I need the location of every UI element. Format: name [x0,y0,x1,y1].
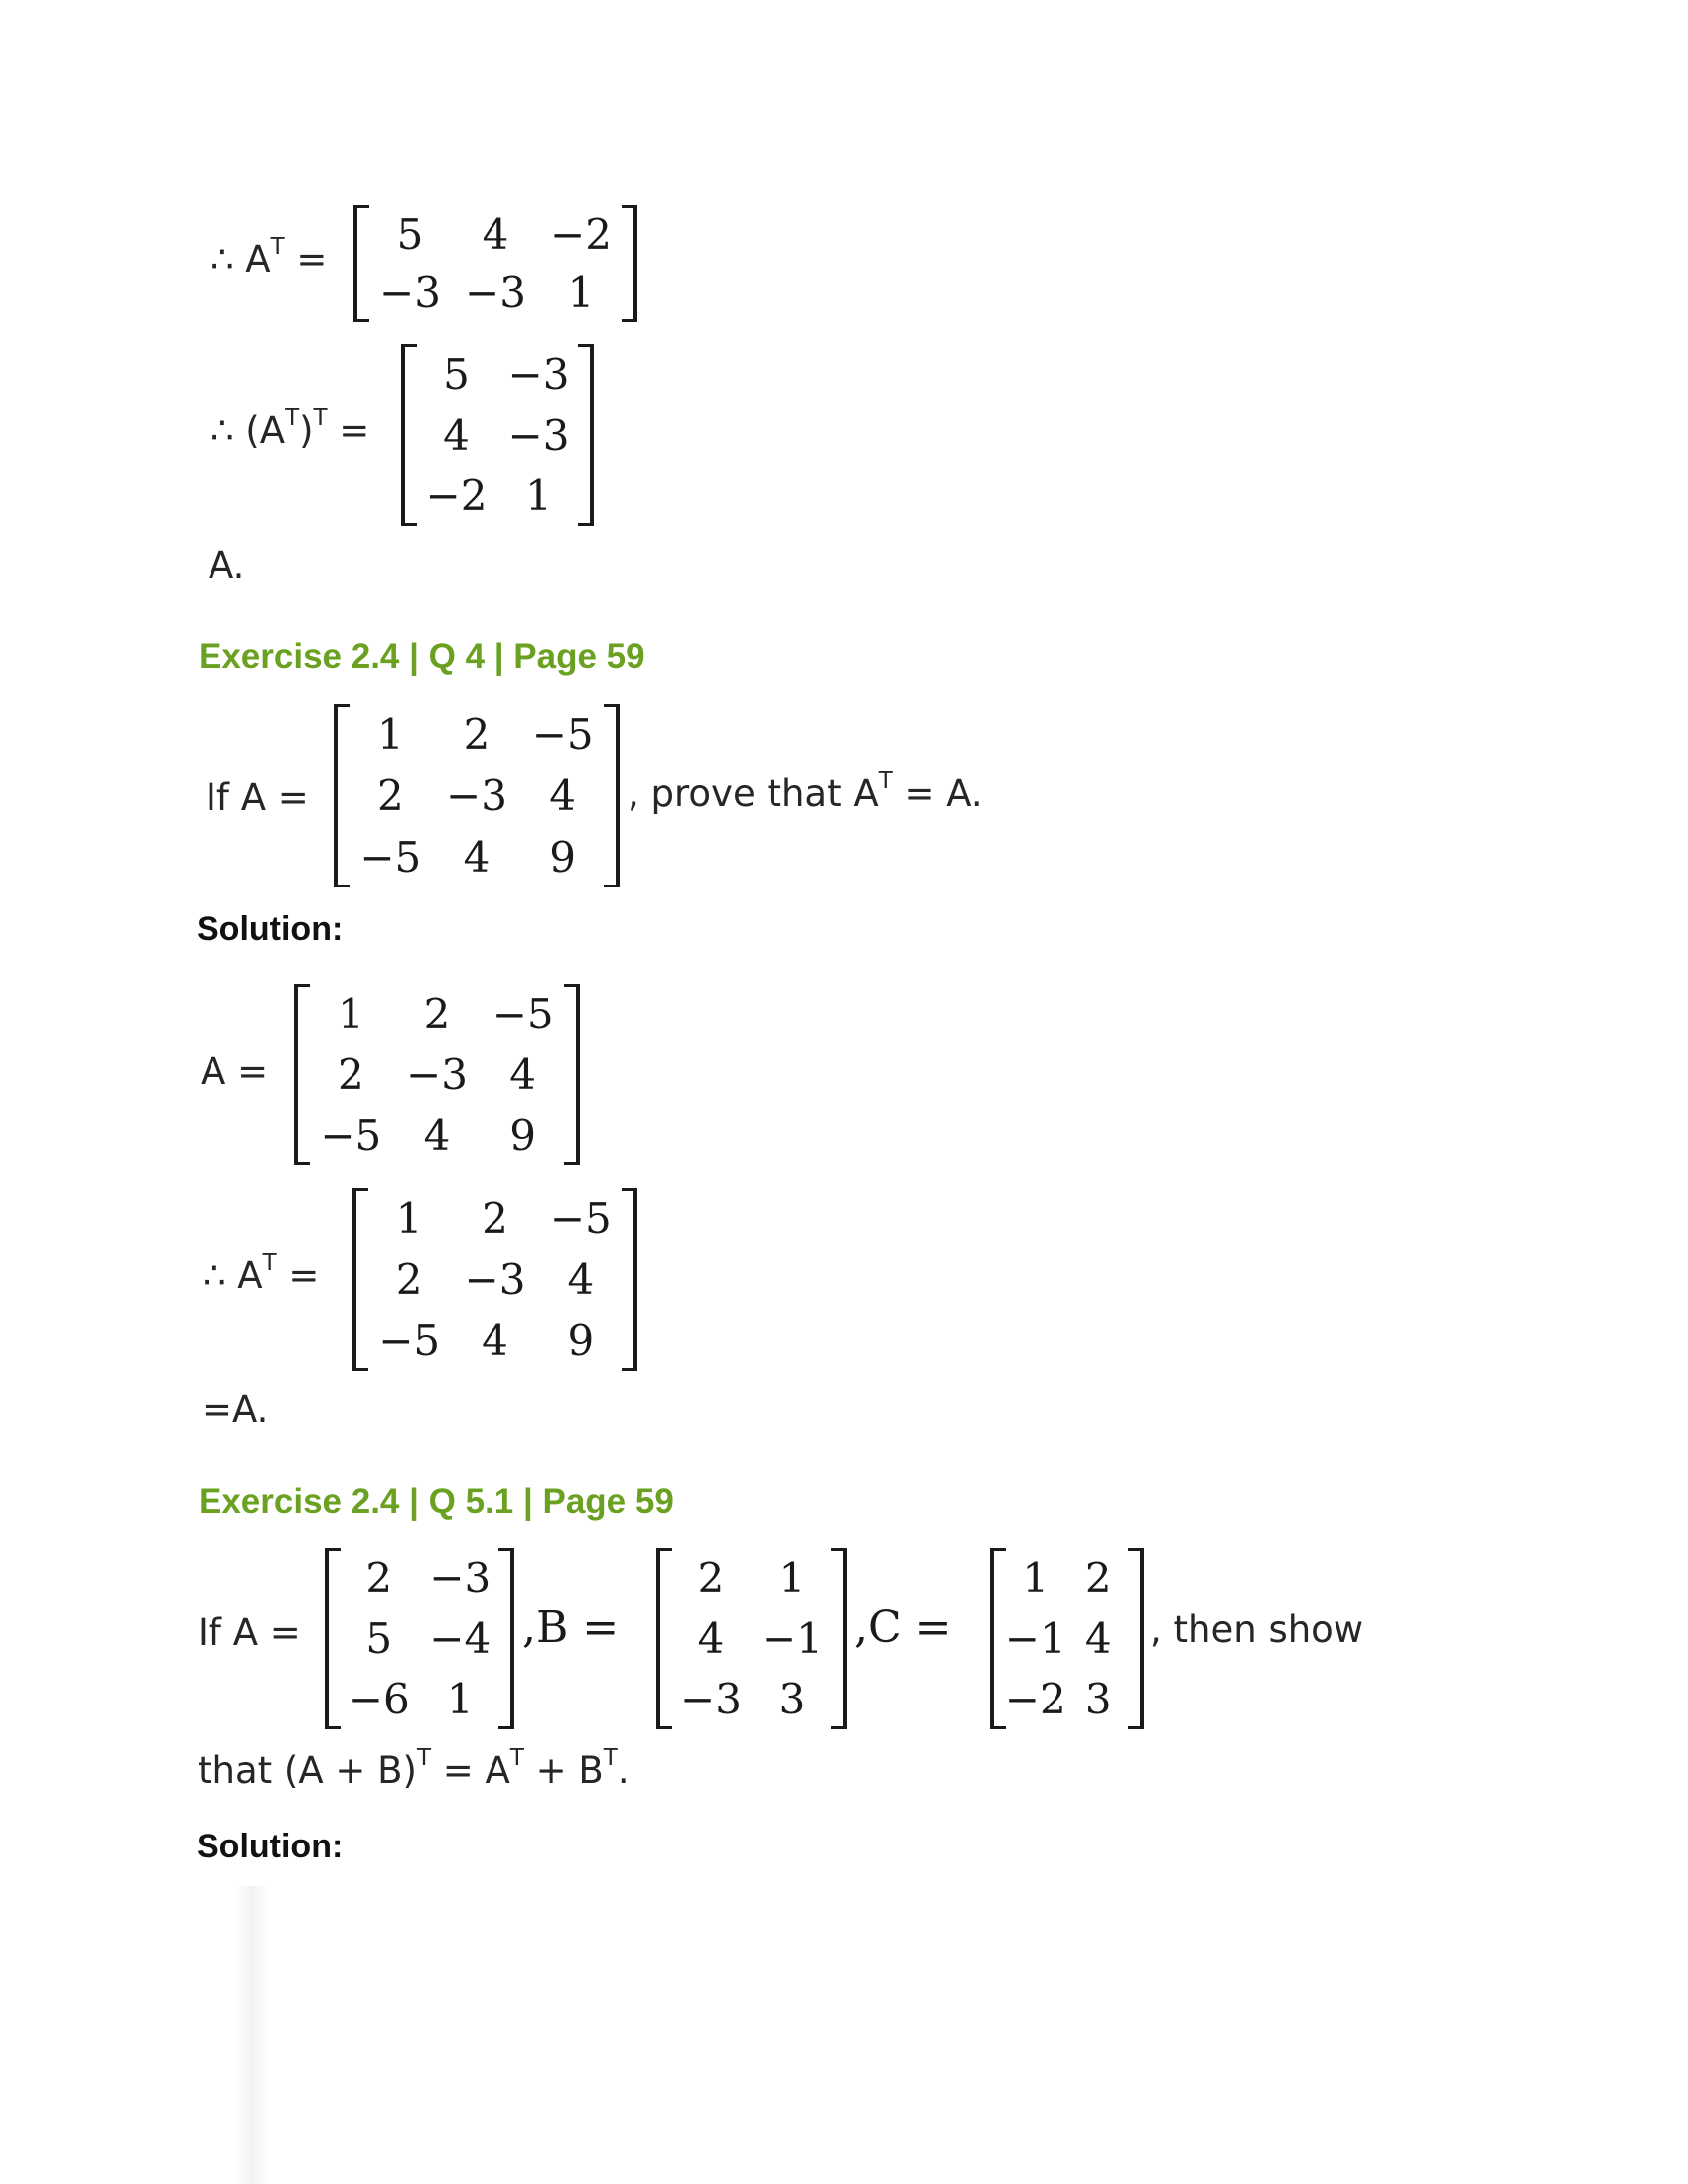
matrix-cell: 4 [509,1050,537,1099]
matrix-cell: 1 [376,710,404,759]
matrix-cell: −1 [762,1614,823,1663]
matrix-cell: 1 [1022,1554,1050,1602]
matrix-cell: 5 [396,209,424,259]
q51-c-matrix [990,1548,1144,1729]
matrix-cell: 1 [778,1554,806,1602]
matrix-cell: −3 [680,1675,742,1723]
q4-question-suffix: , prove that $A^T = A$. [628,768,983,815]
matrix-cell: 2 [697,1554,725,1602]
matrix-cell: 9 [567,1315,595,1365]
matrix-cell: 2 [376,770,404,820]
matrix-cell: 4 [697,1614,725,1663]
matrix-cell: 1 [567,268,595,318]
matrix-cell: −3 [446,770,507,820]
matrix-cell: 4 [549,770,577,820]
q4-a-label: A = [201,1050,269,1093]
matrix-cell: 2 [395,1255,423,1304]
q51-heading: Exercise 2.4 | Q 5.1 | Page 59 [199,1482,674,1521]
matrix-cell: −6 [348,1675,410,1723]
matrix-cell: −3 [465,268,526,318]
matrix-cell: 2 [337,1050,364,1099]
matrix-cell: 3 [1084,1675,1112,1723]
matrix-cell: 2 [365,1554,393,1602]
q4-a-matrix [294,984,580,1165]
scan-artifact [234,1886,270,2184]
matrix-cell: 2 [423,990,451,1038]
q4-at-label: ∴ $A^T$ = [203,1250,320,1297]
q4-at-matrix [352,1188,637,1371]
matrix-cell: 1 [337,990,364,1038]
matrix-cell: −5 [378,1315,441,1365]
matrix-cell: 1 [446,1675,474,1723]
q51-b-label: ,B = [522,1602,620,1653]
matrix-cell: 5 [365,1614,393,1663]
q51-a-matrix [325,1548,514,1729]
matrix-cell: 3 [778,1675,806,1723]
att-label: ∴ $(A^T)^T$ = [211,405,370,452]
matrix-cell: 4 [482,1315,508,1365]
q51-b-matrix [656,1548,847,1729]
matrix-cell: 4 [482,209,509,259]
matrix-cell: 1 [395,1194,423,1244]
matrix-cell: −3 [379,268,441,318]
matrix-cell: −3 [464,1255,526,1304]
q51-c-label: ,C = [854,1602,952,1653]
matrix-cell: −5 [320,1111,382,1160]
q4-solution-label: Solution: [197,910,344,948]
q51-solution-label: Solution: [197,1828,344,1865]
matrix-cell: 9 [549,832,577,882]
matrix-cell: 4 [1084,1614,1112,1663]
matrix-cell: −1 [1004,1614,1066,1663]
matrix-cell: 4 [443,411,470,460]
matrix-cell: 2 [482,1194,508,1244]
matrix-cell: −4 [429,1614,492,1663]
at-matrix [353,205,637,322]
matrix-cell: 2 [463,710,491,759]
block1-conclusion: A. [209,544,245,587]
matrix-cell: −5 [549,1194,612,1244]
matrix-cell: −2 [425,472,488,520]
matrix-cell: −5 [531,710,594,759]
matrix-cell: −5 [359,832,422,882]
matrix-cell: 4 [463,832,491,882]
q51-question-prefix: If A = [198,1611,301,1654]
at-label: ∴ $A^T$ = [211,234,328,281]
matrix-cell: 4 [567,1255,595,1304]
matrix-cell: 5 [443,350,470,399]
att-matrix [401,344,594,526]
matrix-cell: 9 [509,1111,537,1160]
matrix-cell: −2 [1004,1675,1066,1723]
matrix-cell: −3 [507,350,570,399]
q51-question-line2: that $(A + B)^T = A^T + B^T$. [198,1745,630,1792]
q51-question-tail: , then show [1150,1608,1364,1651]
matrix-cell: 2 [1084,1554,1112,1602]
matrix-cell: −3 [406,1050,468,1099]
q4-question-prefix: If A = [206,776,309,819]
q4-conclusion: =A. [202,1388,269,1431]
matrix-cell: −5 [492,990,554,1038]
matrix-cell: 1 [525,472,552,520]
q4-question-matrix [334,704,620,887]
matrix-cell: −3 [429,1554,492,1602]
q4-heading: Exercise 2.4 | Q 4 | Page 59 [199,637,645,676]
matrix-cell: −3 [507,411,570,460]
matrix-cell: −2 [550,209,612,259]
matrix-cell: 4 [423,1111,451,1160]
